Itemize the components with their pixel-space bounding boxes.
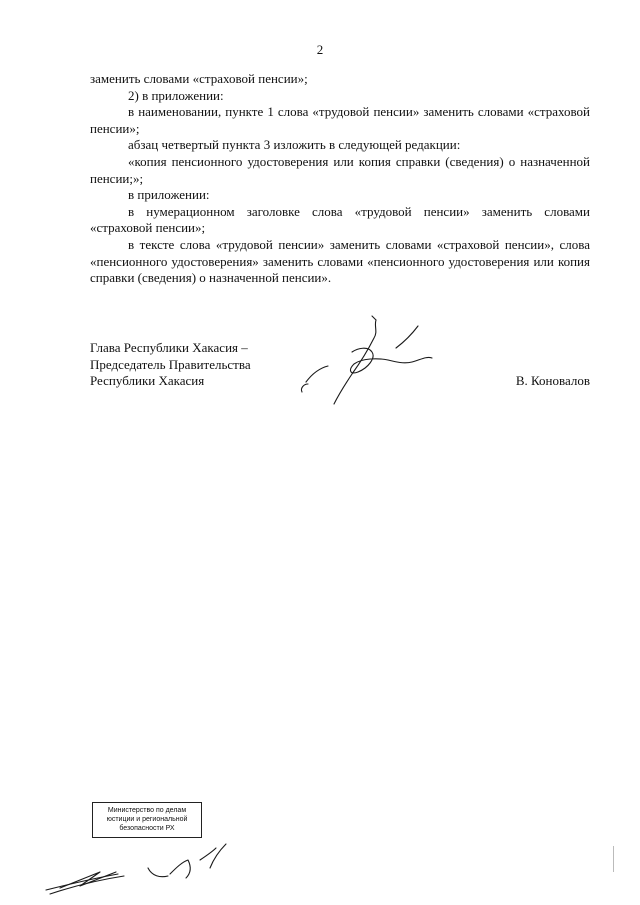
handwritten-signature [292,312,452,412]
paragraph: заменить словами «страховой пенсии»; [90,71,308,86]
initials-scribble [40,838,240,898]
paragraph: в наименовании, пункте 1 слова «трудовой пенсии» заменить словами «страховой пенсии»; [90,104,590,136]
signatory-title [90,340,251,390]
paragraph: 2) в приложении: [128,87,224,103]
paragraph: абзац четвертый пункта 3 изложить в следующей редакции: [128,137,461,153]
ministry-stamp [92,802,202,838]
paragraph: в тексте слова «трудовой пенсии» заменить словами «страховой пенсии», слова «пенсионного удостоверения» заменить словами «пенсионного удостоверения или копия справки (сведения) о назначенной пенсии». [90,236,590,286]
page-number: 2 [316,42,324,57]
signatory-name: В. Коновалов [515,373,590,388]
paragraph: «копия пенсионного удостоверения или копия справки (сведения) о назначенной пенсии;»; [90,153,590,186]
document-body [90,71,590,287]
signatory-title-line: Председатель Правительства [90,356,251,372]
stamp-line: юстиции и региональной [106,816,188,823]
signatory-title-line: Глава Республики Хакасия – [90,340,248,355]
paragraph: в приложении: [128,187,210,203]
scan-edge-mark [613,846,614,872]
paragraph: в нумерационном заголовке слова «трудовой пенсии» заменить словами «страховой пенсии»; [90,203,590,236]
signatory-title-line: Республики Хакасия [90,373,205,389]
stamp-line: Министерство по делам [107,807,187,814]
stamp-line: безопасности РХ [119,825,175,832]
